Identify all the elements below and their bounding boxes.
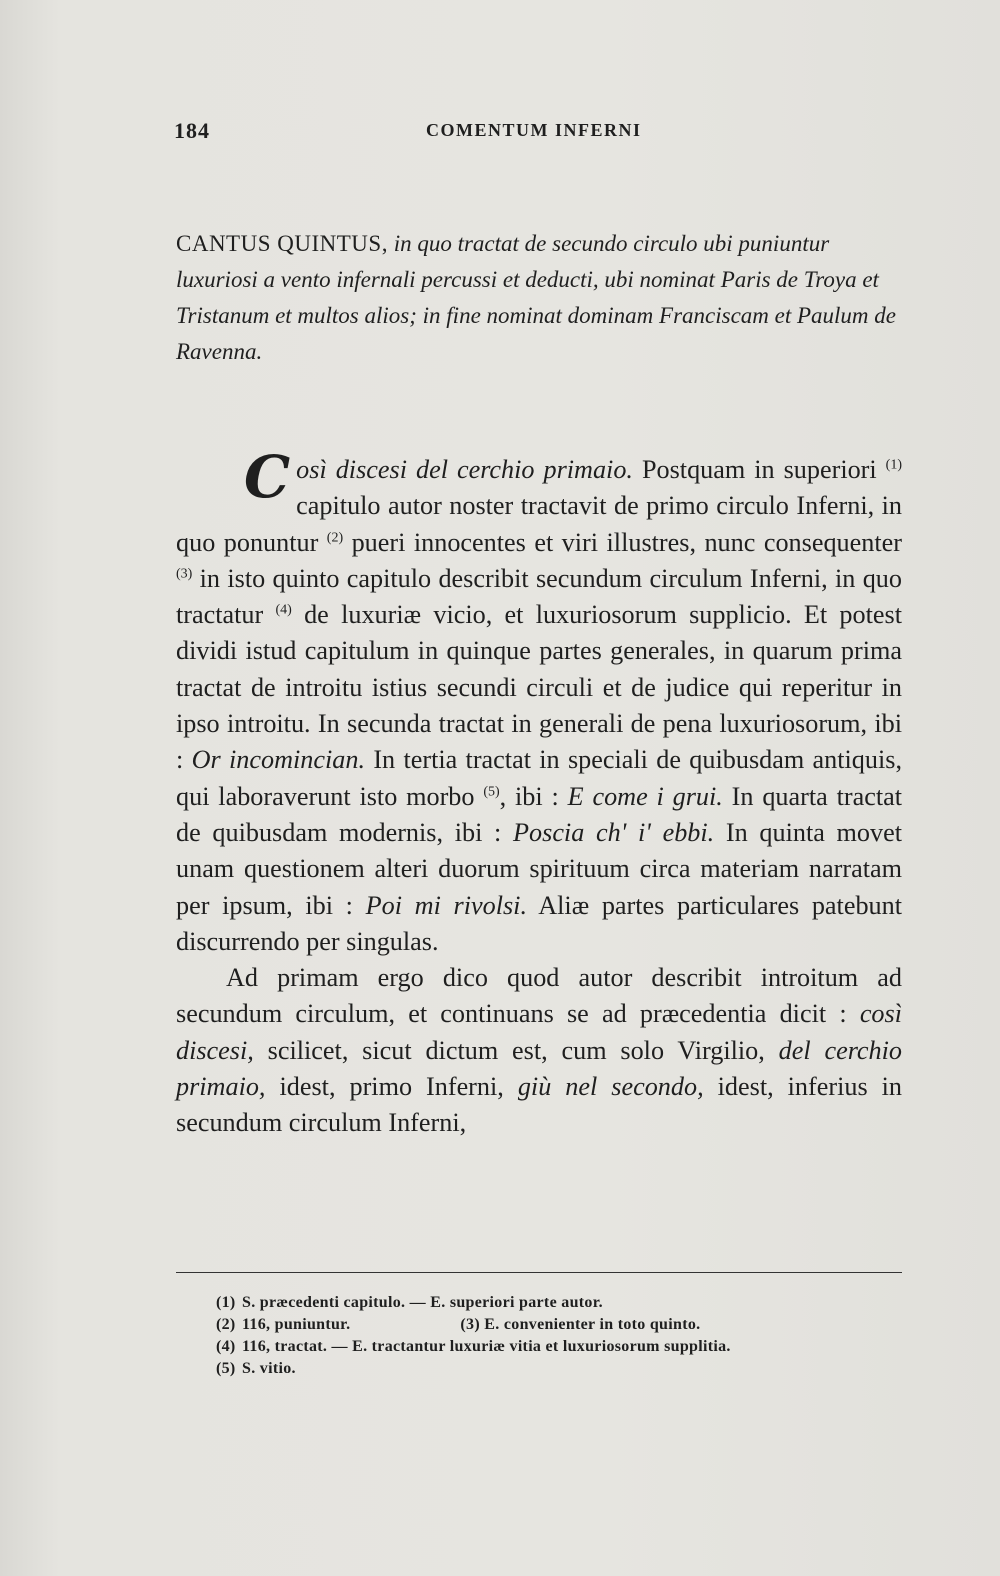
footnote-ref-2: (2) [326,529,344,545]
footnote-4: (4) 116, tractat. — E. tractantur luxuriæ vitia et luxuriosorum supplitia. [216,1338,731,1355]
footnotes [216,1292,896,1380]
running-head: COMENTUM INFERNI [426,120,642,140]
canto-argument: in quo tractat de secundo circulo ubi puniuntur luxuriosi a vento infernali percussi et deducti, ubi nominat Paris de Troya et Tristanum et multos alios; in fine nominat dominam Franciscam et Paulum de Ravenna. [176,231,896,364]
paragraph-1: Così discesi del cerchio primaio. Postquam in superiori $^{(1)}$ capitulo autor noster tractavit de primo circulo Inferni, in quo ponuntur $^{(2)}$ pueri innocentes et viri illustres, nunc consequenter $^{(3)}$ in isto quinto capitulo describit secundum circulum Inferni, in quo tractatur $^{(4)}$ de luxuriæ vicio, et luxuriosorum supplicio. Et potest dividi istud capitulum in quinque partes generales, in quarum prima tractat de introitu istius secundi circuli et de judice qui reperitur in ipso introitu. In secunda tractat in generali de pena luxuriosorum, ibi : Or incomincian. In tertia tractat in speciali de quibusdam antiquis, qui laboraverunt isto morbo $^{(5)}$, ibi : E come i grui. In quarta tractat de quibusdam modernis, ibi : Poscia ch' i' ebbi. In quinta movet unam questionem alteri duorum spirituum circa materiam narratam per ipsum, ibi : Poi mi rivolsi. Aliæ partes particulares patebunt discurrendo per singulas. [176,443,903,956]
quotation: Poscia ch' i' ebbi. [513,817,715,847]
quotation: del cerchio primaio, [176,1035,903,1102]
quotation: così discesi, [176,999,902,1065]
incipit: osì discesi del cerchio primaio. [296,455,633,484]
quotation: E come i grui. [567,781,723,811]
footnote-5: (5) S. vitio. [216,1360,296,1377]
footnote-rule [176,1272,902,1273]
footnote-3: E. convenienter in toto quinto. [484,1316,701,1333]
canto-summary [176,226,902,370]
footnote-1: (1) S. præcedenti capitulo. — E. superiori parte autor. [216,1294,603,1311]
quotation: Poi mi rivolsi. [365,890,527,920]
drop-cap: C [244,443,291,511]
footnote-ref-1: (1) [885,457,902,473]
canto-title: CANTUS QUINTUS, [176,231,388,256]
footnote-ref-4: (4) [275,602,292,618]
footnote-ref-3: (3) [176,566,193,582]
quotation: giù nel secondo, [517,1072,704,1102]
footnote-ref-5: (5) [483,783,500,799]
footnote-2: 116, puniuntur. [242,1316,351,1333]
page-number: 184 [174,118,210,143]
page-header [174,118,902,148]
quotation: Or incomincian. [191,745,366,775]
commentary-body [176,443,903,1142]
paragraph-2: Ad primam ergo dico quod autor describit introitum ad secundum circulum, et continuans se ad præcedentia dicit : così discesi, scilicet, sicut dictum est, cum solo Virgilio, del cerchio primaio, idest, primo Inferni, giù nel secondo, idest, inferius in secundum circulum Inferni, [176,963,903,1138]
footnote-row-2-3: (2) 116, puniuntur. (3) E. convenienter in toto quinto. [216,1316,701,1333]
